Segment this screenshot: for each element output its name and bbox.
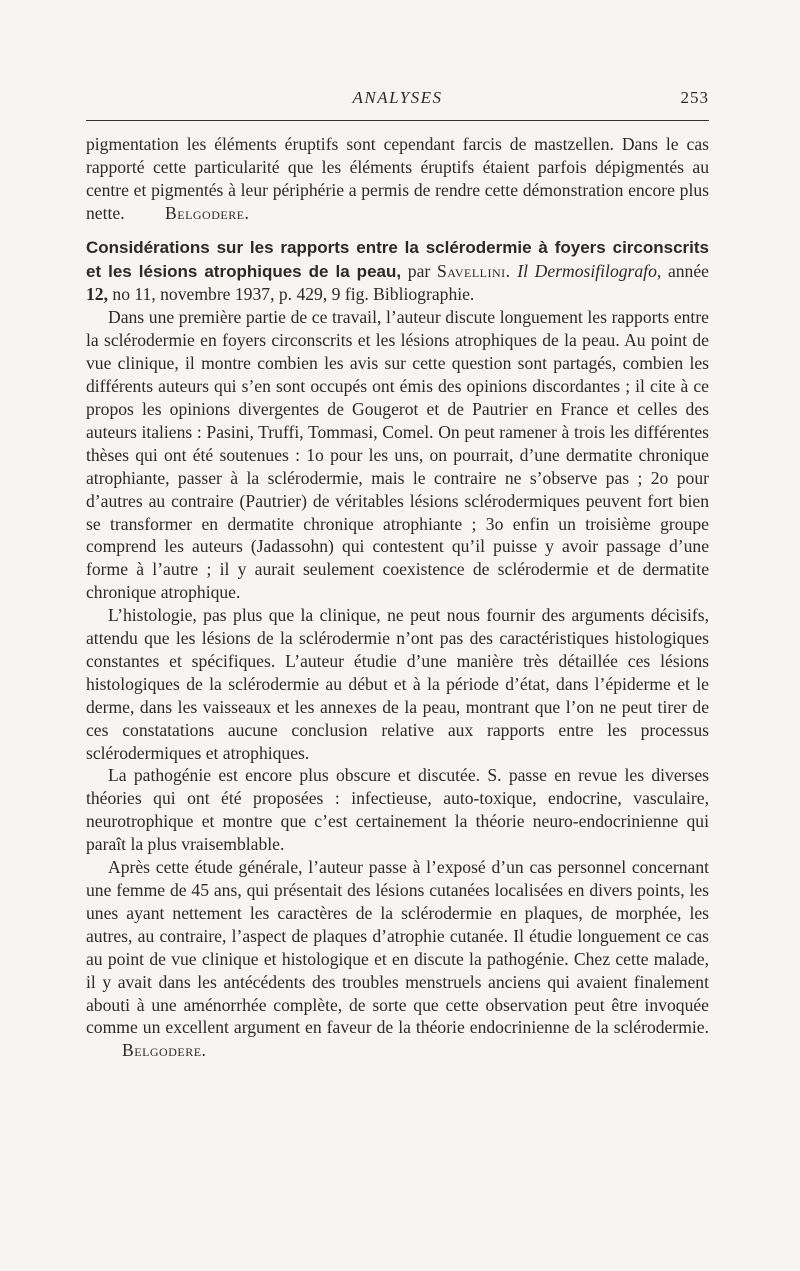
body-text <box>86 133 709 1062</box>
page <box>86 88 709 1062</box>
header-rule <box>86 120 709 121</box>
article-title: Considérations sur les rapports entre la sclérodermie à foyers circonscrits et les lésions atrophiques de la peau, <box>86 237 709 281</box>
running-head <box>86 88 709 114</box>
article-author: Savellini. <box>436 260 511 281</box>
article-reference: no 11, novembre 1937, p. 429, 9 fig. Bibliographie. <box>112 284 475 305</box>
article-signature: Belgodere. <box>122 1040 207 1061</box>
continuation-text: pigmentation les éléments éruptifs sont cependant farcis de mastzellen. Dans le cas rapporté cette particularité que les éléments éruptifs étaient parfois dépigmentés au centre et pigmentés à leur périphérie a permis de rendre cette démonstration encore plus nette. <box>86 134 709 223</box>
article-final-paragraph <box>86 856 709 1062</box>
running-title: ANALYSES <box>352 88 443 107</box>
continuation-signature: Belgodere. <box>165 202 250 223</box>
article-journal: Il Dermosifilografo, <box>517 260 662 281</box>
article-annee-value: 12, <box>86 284 108 305</box>
article-paragraph: Dans une première partie de ce travail, l’auteur discute longuement les rapports entre la sclérodermie en foyers circonscrits et les lésions atrophiques de la peau. Au point de vue clinique, il montre combien les avis sur cette question sont partagés, combien les différents auteurs qui s’en sont occupés ont émis des opinions discordantes ; il cite à ce propos les opinions divergentes de Gougerot et de Pautrier en France et celles des auteurs italiens : Pasini, Truffi, Tommasi, Comel. On peut ramener à trois les différentes thèses qui ont été soutenues : 1o pour les uns, on pourrait, d’une dermatite chronique atrophiante, passer à la sclérodermie, mais le contraire ne s’observe pas ; 2o pour d’autres au contraire (Pautrier) de véritables lésions sclérodermiques peuvent fort bien se transformer en dermatite chronique atrophiante ; 3o enfin un troisième groupe comprend les auteurs (Jadassohn) qui contestent qu’il puisse y avoir passage d’une forme à l’autre ; il y aurait seulement coexistence de sclérodermie et de dermatite chronique atrophique. <box>86 307 709 603</box>
continuation-paragraph <box>86 133 709 225</box>
article-by: par <box>407 260 431 281</box>
page-number: 253 <box>680 88 709 107</box>
article-annee-label: année <box>667 260 709 281</box>
article-paragraph: L’histologie, pas plus que la clinique, ne peut nous fournir des arguments décisifs, attendu que les lésions de la sclérodermie n’ont pas des caractéristiques histologiques constantes et spécifiques. L’auteur étudie d’une manière très détaillée ces lésions histologiques de la sclérodermie au début et à la période d’état, dans l’épiderme et le derme, dans les vaisseaux et les annexes de la peau, montrant que l’on ne peut tirer de ces constatations aucune conclusion relative aux rapports entre les processus sclérodermiques et atrophiques. <box>86 605 709 763</box>
article-heading <box>86 236 709 307</box>
article-paragraph-text: Après cette étude générale, l’auteur passe à l’exposé d’un cas personnel concernant une femme de 45 ans, qui présentait des lésions cutanées localisées en divers points, les unes ayant nettement les caractères de la sclérodermie en plaques, de morphée, les autres, au contraire, l’aspect de plaques d’atrophie cutanée. Il étudie longuement ce cas au point de vue clinique et histologique et en discute la pathogénie. Chez cette malade, il y avait dans les antécédents des troubles menstruels anciens qui avaient finalement abouti à une aménorrhée complète, de sorte que cette observation peut être invoquée comme un excellent argument en faveur de la théorie endocrinienne de la sclérodermie. <box>86 857 709 1038</box>
article-paragraph: La pathogénie est encore plus obscure et discutée. S. passe en revue les diverses théories qui ont été proposées : infectieuse, auto-toxique, endocrine, vasculaire, neurotrophique et montre que c’est certainement la théorie neuro-endocrinienne qui paraît la plus vraisemblable. <box>86 765 709 855</box>
